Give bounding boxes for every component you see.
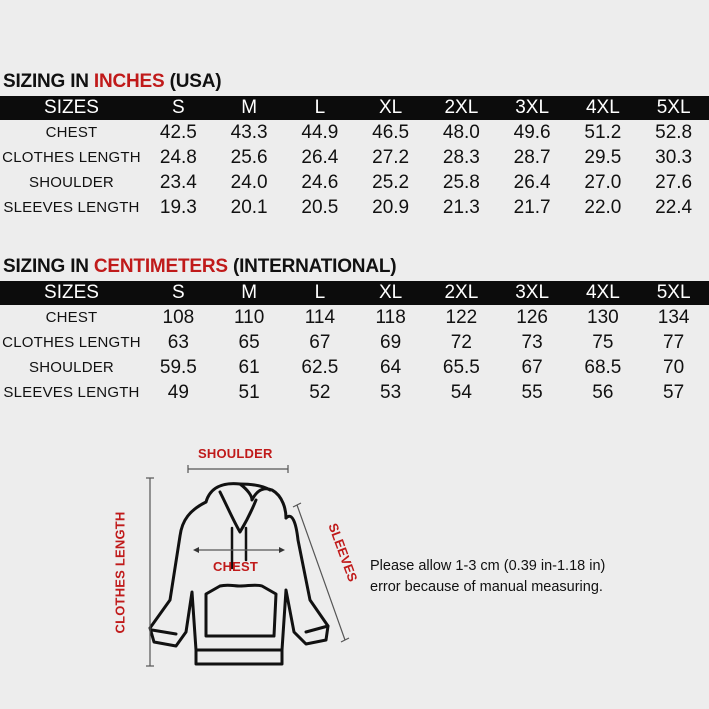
table-cell: 114	[304, 306, 336, 328]
table-cell: 67	[309, 331, 331, 353]
table-cell: 122	[445, 306, 478, 328]
table-cell: 64	[380, 356, 402, 378]
table-cell: 52	[309, 381, 331, 403]
note-line-1: Please allow 1-3 cm (0.39 in-1.18 in)	[370, 558, 606, 574]
clothes-length-label: CLOTHES LENGTH	[112, 511, 128, 634]
header-cell: XL	[355, 281, 426, 305]
header-cell: 5XL	[638, 281, 709, 305]
table-cell: 27.6	[655, 171, 693, 193]
table-cell: 29.5	[584, 146, 622, 168]
table-cell: 27.0	[584, 171, 622, 193]
cm-title-prefix: SIZING IN	[3, 256, 94, 277]
table-cell: 24.8	[159, 146, 197, 168]
table-cell: 68.5	[584, 356, 622, 378]
table-cell: 19.3	[159, 196, 197, 218]
table-cell: 49.6	[513, 121, 551, 143]
header-cell: 3XL	[497, 96, 568, 120]
header-cell: S	[143, 281, 214, 305]
chest-label: CHEST	[213, 559, 259, 574]
table-cell: 52.8	[655, 121, 693, 143]
row-label: SLEEVES LENGTH	[3, 199, 140, 216]
table-cell: 69	[380, 331, 402, 353]
table-cell: 27.2	[372, 146, 410, 168]
table-cell: 55	[521, 381, 543, 403]
table-cell: 25.6	[230, 146, 268, 168]
row-label: SHOULDER	[29, 359, 114, 376]
table-cell: 134	[657, 306, 690, 328]
table-cell: 110	[233, 306, 265, 328]
table-cell: 61	[238, 356, 260, 378]
table-cell: 56	[592, 381, 614, 403]
inches-title-highlight: INCHES	[93, 71, 165, 92]
table-cell: 25.2	[372, 171, 410, 193]
header-cell: L	[285, 281, 356, 305]
table-cell: 54	[450, 381, 472, 403]
table-cell: 21.7	[513, 196, 551, 218]
table-cell: 49	[167, 381, 189, 403]
row-label: CLOTHES LENGTH	[2, 149, 141, 166]
table-cell: 51.2	[584, 121, 622, 143]
table-cell: 70	[663, 356, 685, 378]
table-cell: 24.6	[301, 171, 339, 193]
shoulder-label: SHOULDER	[198, 446, 273, 461]
header-cell: M	[214, 281, 285, 305]
measurement-note	[370, 556, 670, 598]
inches-title-suffix: (USA)	[164, 71, 222, 92]
header-cell: SIZES	[0, 281, 143, 305]
header-cell: 4XL	[568, 96, 639, 120]
table-cell: 59.5	[159, 356, 197, 378]
table-cell: 22.4	[655, 196, 693, 218]
table-cell: 63	[167, 331, 189, 353]
header-cell: 3XL	[497, 281, 568, 305]
header-cell: 4XL	[568, 281, 639, 305]
row-label: CHEST	[45, 124, 98, 141]
cm-title-suffix: (INTERNATIONAL)	[227, 256, 397, 277]
table-cell: 28.3	[442, 146, 480, 168]
table-cell: 48.0	[442, 121, 480, 143]
table-cell: 53	[380, 381, 402, 403]
table-cell: 46.5	[372, 121, 410, 143]
table-cell: 65.5	[442, 356, 480, 378]
table-cell: 44.9	[301, 121, 339, 143]
header-cell: 2XL	[426, 96, 497, 120]
table-cell: 26.4	[513, 171, 551, 193]
sleeves-label: SLEEVES	[325, 521, 361, 584]
table-cell: 67	[521, 356, 543, 378]
table-cell: 23.4	[159, 171, 197, 193]
table-cell: 24.0	[230, 171, 268, 193]
table-cell: 75	[592, 331, 614, 353]
table-cell: 108	[162, 306, 195, 328]
table-cell: 21.3	[442, 196, 480, 218]
header-cell: XL	[355, 96, 426, 120]
table-cell: 22.0	[584, 196, 622, 218]
table-cell: 26.4	[301, 146, 339, 168]
header-cell: S	[143, 96, 214, 120]
table-cell: 42.5	[159, 121, 197, 143]
inches-title-prefix: SIZING IN	[3, 71, 94, 92]
header-cell: 2XL	[426, 281, 497, 305]
table-cell: 30.3	[655, 146, 693, 168]
row-label: SLEEVES LENGTH	[3, 384, 140, 401]
header-cell: M	[214, 96, 285, 120]
table-cell: 57	[663, 381, 685, 403]
table-cell: 72	[450, 331, 472, 353]
row-label: CLOTHES LENGTH	[2, 334, 141, 351]
table-cell: 77	[663, 331, 685, 353]
table-cell: 20.5	[301, 196, 339, 218]
header-cell: L	[285, 96, 356, 120]
table-cell: 62.5	[301, 356, 339, 378]
table-cell: 20.1	[230, 196, 268, 218]
header-cell: 5XL	[638, 96, 709, 120]
header-cell: SIZES	[0, 96, 143, 120]
table-cell: 43.3	[230, 121, 268, 143]
table-cell: 28.7	[513, 146, 551, 168]
row-label: SHOULDER	[29, 174, 114, 191]
table-cell: 130	[587, 306, 619, 328]
table-cell: 20.9	[372, 196, 410, 218]
table-cell: 126	[516, 306, 548, 328]
table-cell: 65	[238, 331, 260, 353]
table-cell: 25.8	[442, 171, 480, 193]
table-cell: 51	[238, 381, 260, 403]
row-label: CHEST	[45, 309, 98, 326]
table-cell: 73	[521, 331, 543, 353]
cm-title-highlight: CENTIMETERS	[93, 256, 228, 277]
table-cell: 118	[375, 306, 406, 328]
note-line-2: error because of manual measuring.	[370, 579, 603, 595]
